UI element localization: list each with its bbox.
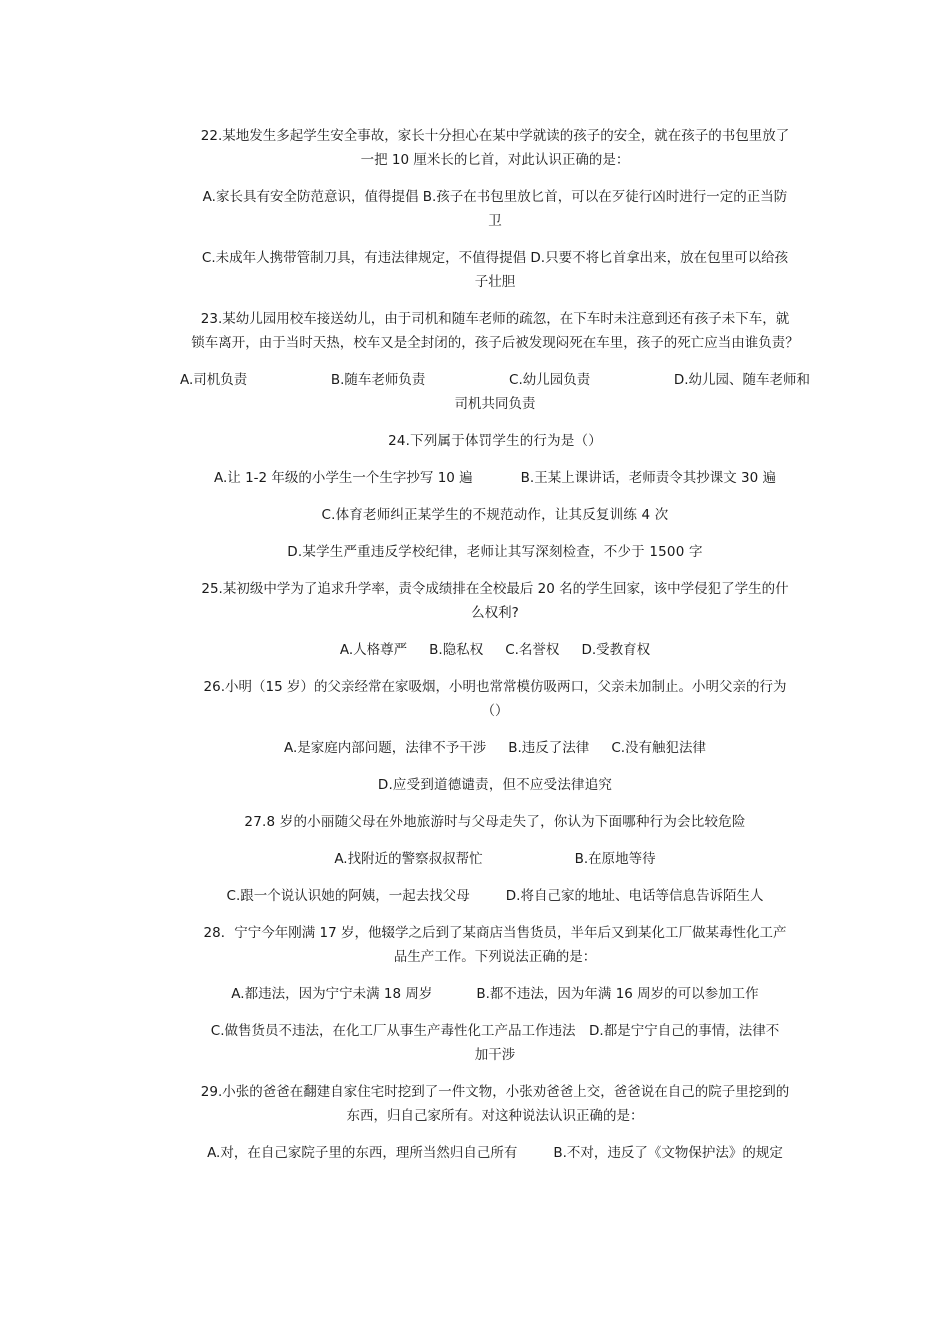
question-27-option-c: C.跟一个说认识她的阿姨，一起去找父母	[226, 888, 470, 904]
question-25-options	[180, 638, 810, 662]
question-26-option-d: D.应受到道德谴责，但不应受法律追究	[377, 777, 613, 793]
question-26	[180, 675, 810, 723]
question-25-option-b: B.隐私权	[429, 642, 484, 658]
question-24-option-a: A.让 1-2 年级的小学生一个生字抄写 10 遍	[213, 470, 473, 486]
question-list	[180, 124, 810, 1178]
question-22-stem-line-1: 22.某地发生多起学生安全事故，家长十分担心在某中学就读的孩子的安全，就在孩子的书包里放了	[200, 128, 790, 144]
question-25-option-c: C.名誉权	[505, 642, 560, 658]
question-26-stem-line-2: （）	[481, 703, 509, 719]
question-22	[180, 124, 810, 172]
question-23-options-row	[180, 368, 810, 392]
question-23	[180, 307, 810, 355]
question-27-stem: 27.8 岁的小丽随父母在外地旅游时与父母走失了，你认为下面哪种行为会比较危险	[244, 814, 746, 830]
question-28-options-cd-line-2: 加干涉	[474, 1047, 516, 1063]
question-29-stem-line-2: 东西，归自己家所有。对这种说法认识正确的是：	[346, 1108, 644, 1124]
question-27-options-ab	[180, 847, 810, 871]
question-23-options	[180, 368, 810, 416]
question-28-option-a: A.都违法，因为宁宁未满 18 周岁	[231, 986, 433, 1002]
question-29-option-a: A.对，在自己家院子里的东西，理所当然归自己所有	[207, 1145, 518, 1161]
question-26-stem-line-1: 26.小明（15 岁）的父亲经常在家吸烟，小明也常常模仿吸两口，父亲未加制止。小明父亲的行为	[203, 679, 787, 695]
question-26-option-a: A.是家庭内部问题，法律不予干涉	[283, 740, 487, 756]
question-29-stem-line-1: 29.小张的爸爸在翻建自家住宅时挖到了一件文物，小张劝爸爸上交，爸爸说在自己的院子里挖到的	[200, 1084, 790, 1100]
question-23-option-c: C.幼儿园负责	[509, 372, 591, 388]
question-22-options-cd-line-1: C.未成年人携带管制刀具，有违法律规定，不值得提倡 D.只要不将匕首拿出来，放在包里可以给孩	[201, 250, 789, 266]
question-29-options-ab	[180, 1141, 810, 1165]
question-25-stem-line-1: 25.某初级中学为了追求升学率，责令成绩排在全校最后 20 名的学生回家，该中学侵犯了学生的什	[201, 581, 789, 597]
question-25-option-d: D.受教育权	[581, 642, 651, 658]
question-22-options-ab-line-2: 卫	[488, 213, 502, 229]
question-28	[180, 921, 810, 969]
question-26-option-b: B.违反了法律	[508, 740, 590, 756]
question-28-stem-line-1: 28．宁宁今年刚满 17 岁，他辍学之后到了某商店当售货员，半年后又到某化工厂做某毒性化工产	[203, 925, 787, 941]
question-24-option-c: C.体育老师纠正某学生的不规范动作，让其反复训练 4 次	[321, 507, 669, 523]
question-24-options-ab	[180, 466, 810, 490]
question-27-option-b: B.在原地等待	[574, 851, 656, 867]
question-26-option-c: C.没有触犯法律	[611, 740, 707, 756]
question-23-stem-line-2: 锁车离开，由于当时天热，校车又是全封闭的，孩子后被发现闷死在车里，孩子的死亡应当由谁负责？	[191, 335, 799, 351]
question-28-options-cd	[180, 1019, 810, 1067]
question-29	[180, 1080, 810, 1128]
question-22-options-ab-line-1: A.家长具有安全防范意识，值得提倡 B.孩子在书包里放匕首，可以在歹徒行凶时进行一定的正当防	[202, 189, 788, 205]
question-23-stem-line-1: 23.某幼儿园用校车接送幼儿，由于司机和随车老师的疏忽，在下车时未注意到还有孩子未下车，就	[200, 311, 790, 327]
question-27-options-cd	[180, 884, 810, 908]
question-25	[180, 577, 810, 625]
question-25-stem-line-2: 么权利?	[471, 605, 519, 621]
question-24-option-b: B.王某上课讲话，老师责令其抄课文 30 遍	[520, 470, 776, 486]
question-22-options-cd	[180, 246, 810, 294]
question-22-options-cd-line-2: 子壮胆	[474, 274, 516, 290]
question-28-options-cd-line-1: C.做售货员不违法，在化工厂从事生产毒性化工产品工作违法 D.都是宁宁自己的事情，法律不	[210, 1023, 780, 1039]
question-24-stem: 24.下列属于体罚学生的行为是（）	[388, 433, 602, 449]
question-26-options-abc	[180, 736, 810, 760]
question-27-option-a: A.找附近的警察叔叔帮忙	[334, 851, 483, 867]
question-27-option-d: D.将自己家的地址、电话等信息告诉陌生人	[505, 888, 764, 904]
question-23-option-b: B.随车老师负责	[330, 372, 426, 388]
question-22-stem-line-2: 一把 10 厘米长的匕首，对此认识正确的是：	[360, 152, 630, 168]
question-29-option-b: B.不对，违反了《文物保护法》的规定	[553, 1145, 783, 1161]
question-28-stem-line-2: 品生产工作。下列说法正确的是：	[393, 949, 597, 965]
question-28-option-b: B.都不违法，因为年满 16 周岁的可以参加工作	[476, 986, 759, 1002]
question-28-options-ab	[180, 982, 810, 1006]
question-22-options-ab	[180, 185, 810, 233]
question-24-option-d: D.某学生严重违反学校纪律，老师让其写深刻检查，不少于 1500 字	[287, 544, 703, 560]
question-23-option-d: D.幼儿园、随车老师和	[673, 372, 810, 388]
question-23-option-d-cont: 司机共同负责	[454, 396, 536, 412]
question-25-option-a: A.人格尊严	[339, 642, 408, 658]
question-23-option-a: A.司机负责	[180, 372, 248, 388]
